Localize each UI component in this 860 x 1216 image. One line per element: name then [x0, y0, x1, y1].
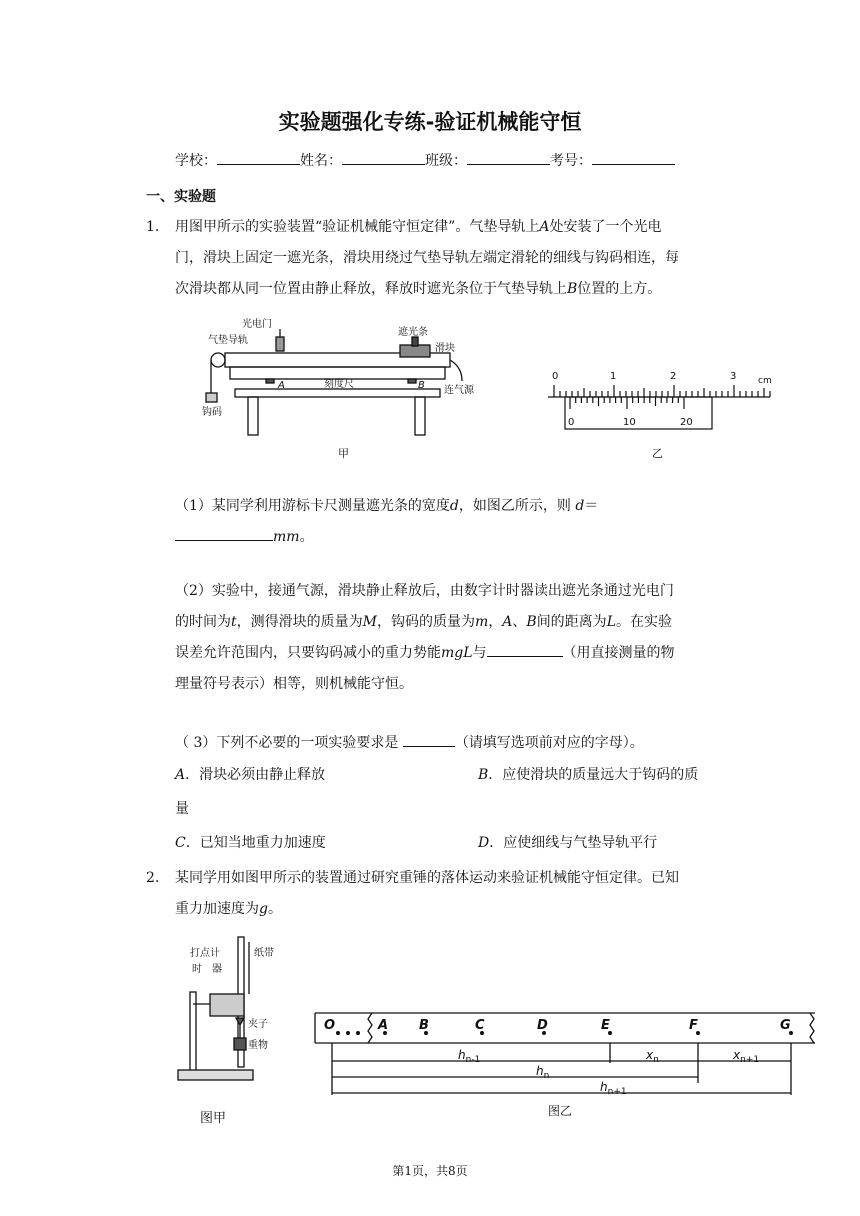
q1-line-2: 门，滑块上固定一遮光条，滑块用绕过气垫导轨左端定滑轮的细线与钩码相连，每 — [175, 250, 679, 266]
p2-m: m — [474, 614, 489, 630]
stand-figure — [170, 932, 290, 1132]
p2-l3b: 与 — [472, 645, 487, 661]
vernier-tick-10: 10 — [623, 417, 636, 428]
p2-l2e: 、 — [512, 614, 527, 630]
label-h-n-1: h — [458, 1048, 466, 1062]
label-heavy-weight: 重物 — [248, 1040, 268, 1051]
label-strip: 遮光条 — [398, 327, 428, 338]
label-air-source: 连气源 — [444, 385, 474, 396]
svg-text:xn — [645, 1048, 659, 1065]
label-h-n-plus-1-sub: n+1 — [607, 1087, 627, 1097]
label-weight: 钩码 — [202, 407, 222, 418]
point-a: A — [378, 1018, 389, 1033]
caption-fig-jia: 图甲 — [200, 1111, 227, 1126]
p2-line-4: 理量符号表示）相等，则机械能守恒。 — [175, 676, 413, 692]
p2-l2f: 间的距离为 — [536, 614, 607, 630]
p1-text-b: ，如图乙所示，则 — [458, 498, 571, 514]
q1-line-1-tail: 处安装了一个光电 — [549, 219, 662, 235]
main-tick-3: 3 — [730, 371, 737, 382]
air-track-figure — [200, 315, 500, 465]
p2-line-1: （2）实验中，接通气源，滑块静止释放后，由数字计时器读出遮光条通过光电门 — [175, 583, 674, 599]
paper-tape-figure — [310, 1005, 820, 1125]
student-info-line — [175, 150, 675, 170]
option-a-text: ．滑块必须由静止释放 — [185, 767, 326, 783]
label-timer-2: 时 器 — [192, 964, 222, 975]
question-2-number: 2. — [146, 870, 160, 886]
p1-answer-blank[interactable] — [175, 526, 273, 541]
main-tick-2: 2 — [670, 371, 677, 382]
option-c-text: ．已知当地重力加速度 — [185, 835, 326, 851]
point-a-symbol: A — [539, 219, 550, 235]
p2-l3c: （用直接测量的物 — [562, 645, 675, 661]
p2-B: B — [526, 614, 537, 630]
p1-text-a: （1）某同学利用游标卡尺测量遮光条的宽度 — [175, 498, 450, 514]
question-2-text — [175, 863, 720, 925]
label-timer-1: 打点计 — [190, 948, 220, 959]
svg-text:hn — [536, 1064, 549, 1081]
page-title: 实验题强化专练-验证机械能守恒 — [278, 110, 582, 134]
q1-part-2 — [175, 576, 720, 700]
option-c-letter: C — [175, 835, 186, 851]
point-o: O — [324, 1018, 336, 1033]
main-tick-0: 0 — [552, 371, 559, 382]
p3-l1a: （ 3）下列不必要的一项实验要求是 — [175, 735, 399, 751]
p2-L: L — [606, 614, 616, 630]
p2-answer-blank[interactable] — [487, 642, 563, 657]
p2-l2a: 的时间为 — [175, 614, 231, 630]
label-clip: 夹子 — [248, 1019, 268, 1030]
label-tape: 纸带 — [254, 948, 274, 959]
option-d-letter: D — [478, 835, 490, 851]
label-x-n-sub: n — [653, 1055, 659, 1065]
school-label: 学校： — [175, 153, 217, 169]
option-c[interactable] — [175, 828, 326, 859]
svg-text:hn+1 — [600, 1080, 627, 1097]
p3-answer-blank[interactable] — [403, 732, 455, 747]
p2-M: M — [362, 614, 377, 630]
svg-text:hn-1 — [458, 1048, 480, 1065]
question-1-number: 1. — [146, 219, 160, 235]
section-heading: 一、实验题 — [146, 189, 216, 205]
label-rail: 气垫导轨 — [208, 335, 248, 346]
name-field[interactable] — [342, 150, 425, 165]
p2-l2d: ， — [488, 614, 503, 630]
point-c: C — [475, 1018, 485, 1033]
name-label: 姓名： — [300, 153, 342, 169]
q1-line-3: 次滑块都从同一位置由静止释放，释放时遮光条位于气垫导轨上 — [175, 281, 567, 297]
point-b: B — [419, 1018, 429, 1033]
vernier-tick-0: 0 — [568, 417, 575, 428]
option-a[interactable] — [175, 760, 325, 791]
option-a-letter: A — [175, 767, 186, 783]
label-h-n-1-sub: n-1 — [465, 1055, 481, 1065]
exam-no-label: 考号： — [550, 153, 592, 169]
label-x-n: x — [646, 1048, 654, 1062]
p2-l2b: ，测得滑块的质量为 — [236, 614, 363, 630]
option-d-text: ．应使细线与气垫导轨平行 — [489, 835, 658, 851]
p1-d: d — [449, 498, 459, 514]
point-f: F — [689, 1018, 698, 1033]
q2-l2a: 重力加速度为 — [175, 901, 259, 917]
class-label: 班级： — [425, 153, 467, 169]
caption-yi: 乙 — [652, 447, 663, 460]
point-g: G — [780, 1018, 791, 1033]
p2-t: t — [231, 614, 237, 630]
q1-line-1: 用图甲所示的实验装置“验证机械能守恒定律”。气垫导轨上 — [175, 219, 540, 235]
label-h-n: h — [536, 1064, 544, 1078]
label-h-n-sub: n — [543, 1071, 550, 1081]
class-field[interactable] — [467, 150, 550, 165]
vernier-tick-20: 20 — [680, 417, 693, 428]
q2-line-1: 某同学用如图甲所示的装置通过研究重锤的落体运动来验证机械能守恒定律。已知 — [175, 870, 679, 886]
point-b-symbol: B — [567, 281, 578, 297]
point-d: D — [537, 1018, 548, 1033]
p2-l2g: 。在实验 — [615, 614, 672, 630]
point-e: E — [601, 1018, 610, 1033]
vernier-caliper-figure — [540, 365, 790, 465]
p1-unit: mm — [273, 529, 300, 545]
q2-l2b: 。 — [267, 901, 282, 917]
label-photogate: 光电门 — [242, 319, 272, 330]
label-b: B — [418, 380, 425, 391]
option-b-text: ．应使滑块的质量远大于钩码的质 — [488, 767, 699, 783]
main-tick-1: 1 — [610, 371, 617, 382]
caption-jia: 甲 — [338, 447, 349, 460]
unit-cm: cm — [758, 376, 772, 386]
label-slider: 滑块 — [435, 343, 455, 354]
p2-A: A — [502, 614, 513, 630]
option-b[interactable] — [478, 760, 698, 791]
p1-end: 。 — [299, 529, 314, 545]
option-d[interactable] — [478, 828, 657, 859]
option-b-letter: B — [478, 767, 489, 783]
p3-l1b: （请填写选项前对应的字母）。 — [454, 735, 644, 751]
p1-eq: ＝ — [584, 498, 599, 514]
p1-d2: d — [575, 498, 585, 514]
school-field[interactable] — [217, 150, 300, 165]
q2-g: g — [259, 901, 268, 917]
q1-line-3-tail: 位置的上方。 — [577, 281, 662, 297]
exam-no-field[interactable] — [592, 150, 675, 165]
p2-l2c: ，钩码的质量为 — [376, 614, 475, 630]
label-ruler: 刻度尺 — [324, 379, 354, 390]
question-1-text — [175, 212, 720, 305]
label-h-n-plus-1: h — [600, 1080, 608, 1094]
label-a: A — [278, 380, 285, 391]
page-footer: 第1页，共8页 — [392, 1164, 468, 1178]
caption-fig-yi: 图乙 — [548, 1104, 573, 1118]
svg-text:xn+1 — [732, 1048, 759, 1065]
q1-part-3 — [175, 728, 720, 759]
label-x-n-plus-1: x — [733, 1048, 741, 1062]
p2-mgL: mgL — [441, 645, 473, 661]
p2-l3a: 误差允许范围内，只要钩码减小的重力势能 — [175, 645, 441, 661]
q1-part-1 — [175, 491, 720, 553]
option-b-cont: 量 — [175, 801, 189, 817]
label-x-n-plus-1-sub: n+1 — [740, 1055, 760, 1065]
